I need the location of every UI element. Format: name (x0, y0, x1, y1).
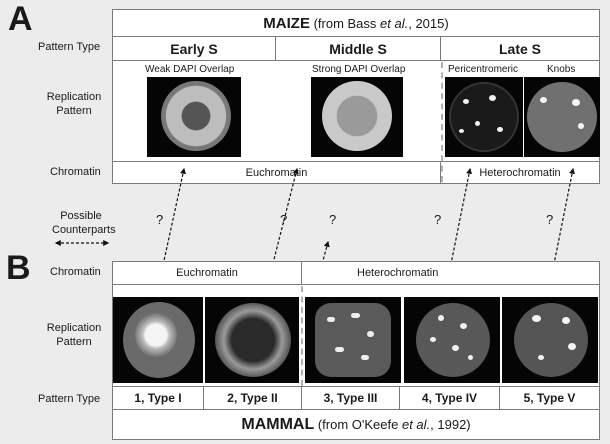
mammal-image-type2 (205, 297, 299, 383)
phase-middle-s: Middle S (275, 37, 440, 61)
mammal-row-pattern-type: Pattern Type (38, 393, 101, 405)
mammal-image-type4 (404, 297, 500, 383)
phase-late-s: Late S (440, 37, 599, 61)
question-mark-5: ? (546, 212, 554, 227)
mammal-divider (301, 286, 303, 386)
type-1: 1, Type I (113, 386, 203, 410)
maize-title-italic: et al. (380, 15, 409, 31)
question-mark-4: ? (434, 212, 442, 227)
caption-strong-dapi: Strong DAPI Overlap (312, 64, 406, 75)
mammal-chromatin-heterochromatin: Heterochromatin (357, 267, 439, 279)
maize-title-bold: MAIZE (263, 14, 310, 32)
mammal-title-year: , 1992) (430, 416, 471, 432)
mammal-title-text: (from O'Keefe (314, 416, 402, 432)
type-5: 5, Type V (499, 386, 599, 410)
possible-counterparts-label: Possible Counterparts (52, 210, 116, 236)
panel-b-letter: B (6, 249, 31, 287)
mammal-title (113, 410, 599, 439)
maize-title-year: , 2015) (408, 15, 449, 31)
mammal-chromatin-euchromatin: Euchromatin (113, 262, 301, 285)
maize-chromatin-euchromatin: Euchromatin (113, 161, 440, 183)
type-3: 3, Type III (301, 386, 399, 410)
maize-title-text: (from Bass (309, 15, 381, 31)
maize-row-replication: Replication Pattern (46, 91, 102, 117)
maize-row-chromatin: Chromatin (50, 166, 101, 178)
question-mark-1: ? (156, 212, 164, 227)
caption-pericentromeric: Pericentromeric (448, 64, 519, 75)
phase-early-s: Early S (113, 37, 275, 61)
caption-knobs: Knobs (547, 64, 576, 75)
type-2: 2, Type II (203, 386, 301, 410)
mammal-row-replication: Replication Pattern (46, 322, 102, 348)
mammal-image-type3 (305, 297, 401, 383)
maize-row-pattern-type: Pattern Type (38, 41, 101, 53)
mammal-title-bold: MAMMAL (241, 415, 315, 433)
question-mark-2: ? (280, 212, 288, 227)
panel-a-letter: A (8, 0, 33, 38)
type-4: 4, Type IV (399, 386, 499, 410)
mammal-title-italic: et al. (401, 416, 431, 432)
question-mark-3: ? (329, 212, 337, 227)
mammal-image-type1 (113, 297, 203, 383)
caption-weak-dapi: Weak DAPI Overlap (145, 64, 235, 75)
mammal-row-chromatin: Chromatin (50, 266, 101, 278)
maize-chromatin-heterochromatin: Heterochromatin (440, 161, 599, 183)
mammal-image-type5 (502, 297, 598, 383)
